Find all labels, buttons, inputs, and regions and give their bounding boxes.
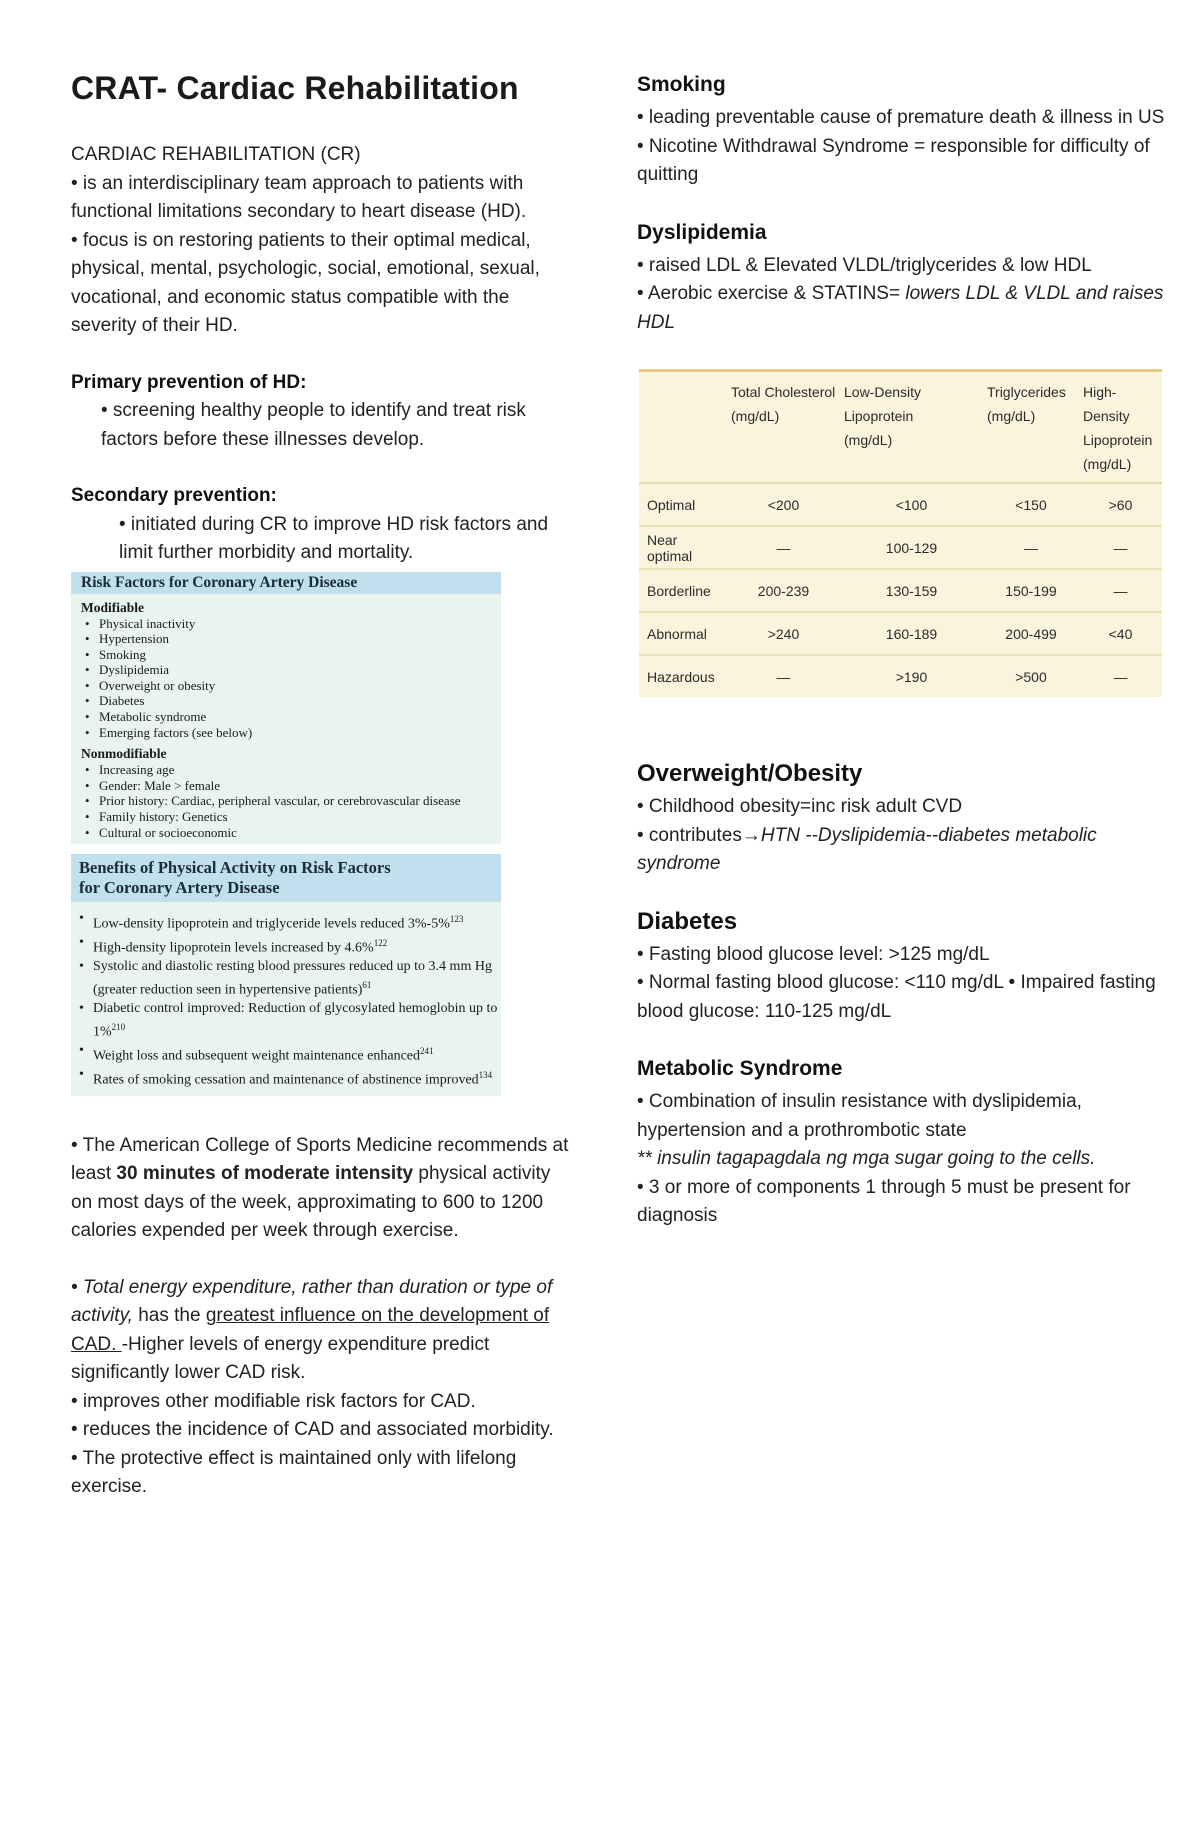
energy-underline: greatest influence on the development of CAD. (71, 1305, 550, 1355)
left-column (71, 70, 571, 1502)
header-unit: (mg/dL) (987, 408, 1036, 424)
column-header (983, 372, 1079, 483)
list-item (93, 1042, 501, 1066)
obesity-bullet-2 (637, 822, 1167, 879)
list-item: • Increasing age (99, 762, 501, 778)
obesity-bullet-2-italic: HTN --Dyslipidemia--diabetes metabolic syndrome (637, 824, 1097, 874)
table-cell: >240 (727, 612, 840, 655)
smoking-bullet-2: • Nicotine Withdrawal Syndrome = responsible for difficulty of quitting (637, 135, 1150, 185)
list-item: • Dyslipidemia (99, 662, 501, 678)
table-header-row (639, 372, 1162, 483)
header-line: Total Cholesterol (731, 384, 836, 400)
acsm-bold: 30 minutes of moderate intensity (116, 1163, 414, 1185)
modifiable-label: Modifiable (81, 599, 144, 615)
benefits-figure (71, 854, 501, 1096)
energy-post: -Higher levels of energy expenditure predict significantly lower CAD risk. (71, 1333, 490, 1384)
list-item: • Metabolic syndrome (99, 709, 501, 725)
benefit-text: Rates of smoking cessation and maintenance of abstinence improved (93, 1072, 479, 1088)
secondary-prevention-bullet: • initiated during CR to improve HD risk factors and limit further morbidity and mortality. (119, 513, 549, 563)
acsm-text: • The American College of Sports Medicine recommends at least (71, 1134, 569, 1185)
column-header (727, 372, 840, 483)
benefit-text: Diabetic control improved: Reduction of glycosylated hemoglobin up to 1% (93, 1001, 498, 1040)
table-cell: 200-239 (727, 569, 840, 612)
diabetes-bullet-2: • Normal fasting blood glucose: <110 mg/dL • Impaired fasting blood glucose: 110-125 mg/dL (637, 972, 1156, 1022)
row-label: Borderline (639, 569, 727, 612)
primary-prevention-text (71, 397, 571, 454)
cr-bullet-1: • is an interdisciplinary team approach to patients with functional limitations secondary to heart disease (HD). (71, 172, 527, 222)
list-item: • Gender: Male > female (99, 778, 501, 794)
metabolic-note-italic: ** insulin tagapagdala ng mga sugar going to the cells. (637, 1148, 1096, 1169)
dyslipidemia-bullet-2 (637, 280, 1167, 337)
table-row (639, 526, 1162, 569)
table-row (639, 569, 1162, 612)
table-cell: 160-189 (840, 612, 983, 655)
column-header (639, 372, 727, 483)
diabetes-heading: Diabetes (637, 907, 738, 935)
metabolic-bullet-1: • Combination of insulin resistance with dyslipidemia, hypertension and a prothrombotic state (637, 1091, 1082, 1141)
list-item: • Prior history: Cardiac, peripheral vascular, or cerebrovascular disease (99, 793, 501, 809)
row-label: Optimal (639, 483, 727, 526)
table-cell: >60 (1079, 483, 1162, 526)
list-item (93, 910, 501, 934)
table-cell: — (1079, 526, 1162, 569)
row-label: Abnormal (639, 612, 727, 655)
dyslipidemia-bullet-2-text: • Aerobic exercise & STATINS= (637, 283, 906, 304)
energy-italic: • Total energy expenditure, rather than duration or type of activity, (71, 1276, 553, 1327)
table-row (639, 612, 1162, 655)
benefits-title (71, 854, 501, 902)
benefits-list (71, 902, 501, 1090)
lipid-levels-table (639, 369, 1162, 697)
cr-heading: CARDIAC REHABILITATION (CR) (71, 144, 361, 165)
primary-prevention-bullet: • screening healthy people to identify and treat risk factors before these illnesses develop. (101, 400, 526, 450)
list-item: • Overweight or obesity (99, 678, 501, 694)
table-cell: — (1113, 668, 1128, 685)
table-cell: <40 (1079, 612, 1162, 655)
table-cell: >190 (895, 668, 928, 685)
right-column (637, 70, 1167, 1231)
column-header (1079, 372, 1162, 483)
list-item: • Emerging factors (see below) (99, 725, 501, 741)
list-item (93, 1000, 501, 1042)
header-line: Low-Density Lipoprotein (844, 384, 922, 424)
dyslipidemia-bullet-1: • raised LDL & Elevated VLDL/triglycerides & low HDL (637, 254, 1092, 276)
risk-factors-figure (71, 572, 501, 845)
table-cell: — (776, 668, 791, 685)
secondary-prevention-heading: Secondary prevention: (71, 485, 277, 506)
list-item (93, 1066, 501, 1090)
header-unit: (mg/dL) (844, 432, 893, 448)
list-item: • Smoking (99, 647, 501, 663)
metabolic-bullet-3: • 3 or more of components 1 through 5 must be present for diagnosis (637, 1176, 1131, 1226)
acsm-paragraph (71, 1132, 571, 1246)
dyslipidemia-heading: Dyslipidemia (637, 220, 767, 244)
secondary-prevention-text (71, 511, 571, 568)
smoking-bullet-1: • leading preventable cause of premature death & illness in US (637, 107, 1165, 128)
citation: 241 (420, 1046, 434, 1057)
obesity-bullet-2-text: • contributes→ (637, 824, 761, 846)
citation: 122 (373, 938, 388, 949)
table-cell: 150-199 (983, 569, 1079, 612)
table-row (639, 655, 1162, 697)
modifiable-list (71, 616, 501, 741)
smoking-heading: Smoking (637, 73, 726, 96)
cr-bullet-2: • focus is on restoring patients to their optimal medical, physical, mental, psychologic, social, emotional, sexual, vocational, and economic status compatible with the severity of their HD. (71, 229, 540, 336)
benefit-text: Low-density lipoprotein and triglyceride levels reduced 3%-5% (93, 916, 450, 932)
nonmodifiable-list (71, 762, 501, 840)
table-cell: 130-159 (840, 569, 983, 612)
citation: 134 (478, 1069, 493, 1080)
nonmodifiable-label: Nonmodifiable (81, 746, 167, 762)
list-item (93, 934, 501, 958)
energy-bullet-4: • The protective effect is maintained only with lifelong exercise. (71, 1447, 517, 1498)
acsm-text-end: physical activity on most days of the week, approximating to 600 to 1200 calories expended per week through exercise. (71, 1163, 551, 1242)
list-item: • Cultural or socioeconomic (99, 825, 501, 841)
column-header (840, 372, 983, 483)
metabolic-heading: Metabolic Syndrome (637, 1057, 843, 1080)
header-line: High-Density Lipoprotein (1083, 384, 1153, 448)
primary-prevention-heading: Primary prevention of HD: (71, 371, 307, 393)
page-title: CRAT- Cardiac Rehabilitation (71, 70, 519, 106)
table-row (639, 483, 1162, 526)
obesity-heading: Overweight/Obesity (637, 760, 863, 787)
table-cell: — (727, 526, 840, 569)
list-item: • Diabetes (99, 693, 501, 709)
list-item: • Family history: Genetics (99, 809, 501, 825)
energy-mid: has the (132, 1305, 206, 1327)
energy-bullet-2: • improves other modifiable risk factors for CAD. (71, 1390, 476, 1412)
benefit-text: High-density lipoprotein levels increased by 4.6% (93, 940, 374, 956)
diabetes-bullet-1: • Fasting blood glucose level: >125 mg/dL (637, 943, 990, 965)
energy-paragraph (71, 1274, 571, 1388)
benefit-text: Systolic and diastolic resting blood pressures reduced up to 3.4 mm Hg (greater reduction seen in hypertensive patients) (93, 958, 492, 998)
header-unit: (mg/dL) (731, 408, 780, 424)
citation: 61 (362, 980, 372, 991)
row-label: Hazardous (647, 668, 715, 685)
energy-bullet-3: • reduces the incidence of CAD and associated morbidity. (71, 1419, 554, 1441)
list-item: • Hypertension (99, 631, 501, 647)
row-label: Near optimal (639, 526, 727, 569)
benefit-text: Weight loss and subsequent weight maintenance enhanced (93, 1048, 420, 1064)
table-cell: <150 (983, 483, 1079, 526)
header-unit: (mg/dL) (1083, 456, 1132, 472)
benefits-title-line-2: for Coronary Artery Disease (79, 878, 280, 898)
table-cell: <200 (727, 483, 840, 526)
benefits-title-line-1: Benefits of Physical Activity on Risk Factors (79, 858, 391, 878)
list-item: • Physical inactivity (99, 616, 501, 632)
table-cell: >500 (1015, 668, 1047, 685)
metabolic-note (637, 1145, 1167, 1174)
table-cell: — (1079, 569, 1162, 612)
table-cell: <100 (840, 483, 983, 526)
citation: 123 (449, 914, 464, 925)
header-line: Triglycerides (987, 384, 1066, 400)
list-item (93, 958, 501, 1000)
table-cell: 100-129 (840, 526, 983, 569)
table-cell: — (983, 526, 1079, 569)
risk-factors-title: Risk Factors for Coronary Artery Disease (71, 572, 501, 594)
table-cell: 200-499 (983, 612, 1079, 655)
dyslipidemia-bullet-2-italic: lowers LDL & VLDL and raises HDL (637, 283, 1164, 333)
citation: 210 (111, 1022, 126, 1033)
obesity-bullet-1: • Childhood obesity=inc risk adult CVD (637, 796, 963, 817)
